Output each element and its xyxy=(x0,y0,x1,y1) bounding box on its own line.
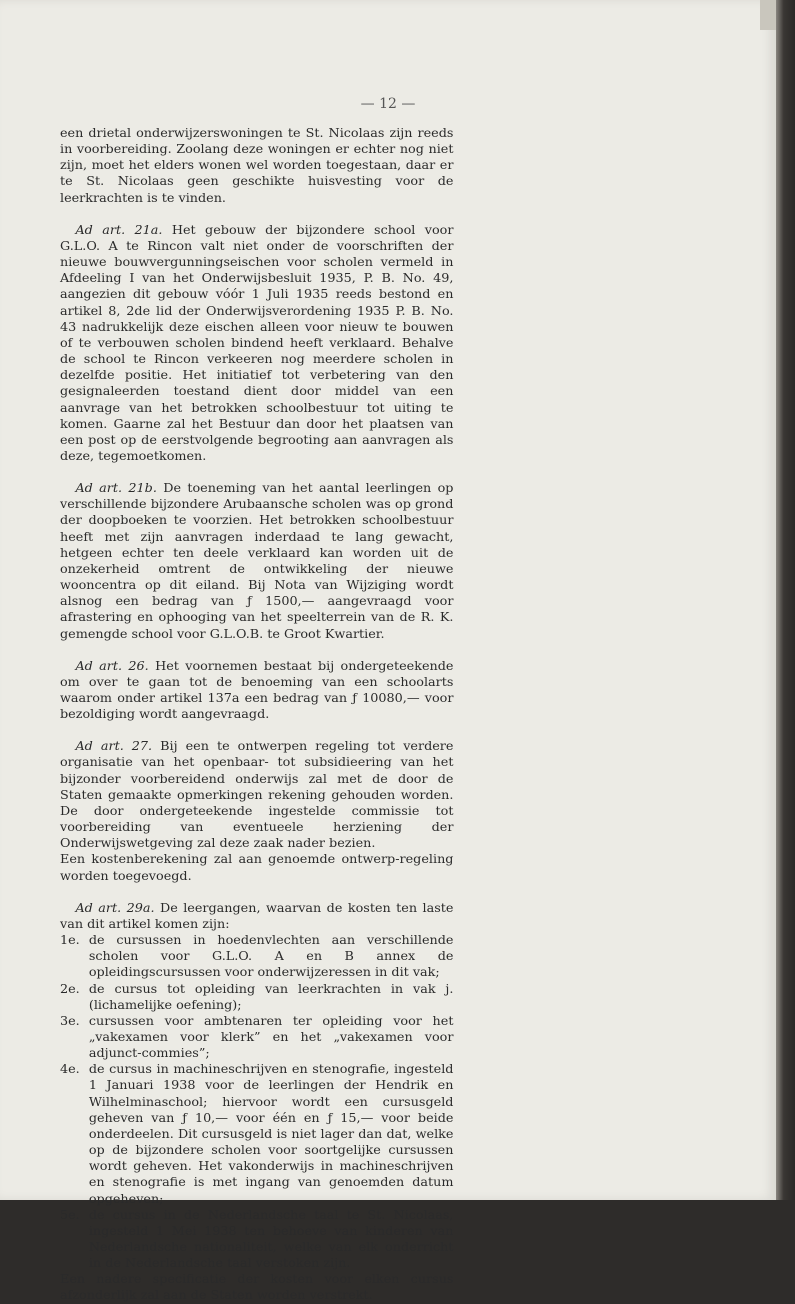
page-edge xyxy=(776,0,795,1200)
item-number: 5e. xyxy=(60,1206,80,1222)
section-label: Ad art. 21b. xyxy=(75,480,157,496)
list-item xyxy=(60,1013,453,1061)
section-text: De toeneming van het aantal leerlingen op verschillende bijzondere Arubaansche scholen was op grond der doopboeken te voorzien. Het betrokken schoolbestuur heeft met zijn aanvragen inderdaad te lang gewacht, hetgeen echter ten deele verklaard kan worden uit de onzekerheid omtrent de ontwikkeling der nieuwe wooncentra op dit eiland. Bij Nota van Wijziging wordt alsnog een bedrag van ƒ 1500,— aangevraagd voor afrastering en ophooging van het speelterrein van de R. K. gemengde school voor G.L.O.B. te Groot Kwartier. xyxy=(60,480,454,641)
section-27-extra: Een kostenberekening zal aan genoemde ontwerp-regeling worden toegevoegd. xyxy=(60,851,454,883)
section-text: De leergangen, waarvan de kosten ten laste van dit artikel komen zijn: xyxy=(60,899,454,931)
section-text: Het gebouw der bijzondere school voor G.L.O. A te Rincon valt niet onder de voorschriften der nieuwe bouwvergunningseischen voor scholen vermeld in Afdeeling I van het Onderwijsbesluit 1935, P. B. No. 49, aangezien dit gebouw vóór 1 Juli 1935 reeds bestond en artikel 8, 2de lid der Onderwijsverordening 1935 P. B. No. 43 nadrukkelijk deze eischen alleen voor nieuw te bouwen of te verbouwen scholen bindend heeft verklaard. Behalve de school te Rincon verkeeren nog meerdere scholen in dezelfde positie. Het initiatief tot verbetering van den gesignaleerden toestand dient door middel van een aanvrage van het betrokken schoolbestuur tot uiting te komen. Gaarne zal het Bestuur dan door het plaatsen van een post op de eerstvolgende begrooting aan aanvragen als deze, tegemoetkomen. xyxy=(60,221,454,463)
section-21b xyxy=(60,480,453,642)
section-label: Ad art. 29a. xyxy=(75,899,155,915)
section-label: Ad art. 26. xyxy=(75,657,149,673)
page-number: — 12 — xyxy=(360,96,416,112)
item-number: 2e. xyxy=(60,980,80,996)
section-text: Het voornemen bestaat bij ondergeteekende om over te gaan tot de benoeming van een schoolarts waarom onder artikel 137a een bedrag van ƒ 10080,— voor bezoldiging wordt aangevraagd. xyxy=(60,657,454,722)
section-21a xyxy=(60,222,453,464)
section-29a xyxy=(60,900,453,932)
list-item xyxy=(60,1207,453,1272)
page-tape xyxy=(760,0,776,30)
course-list xyxy=(60,932,453,1271)
list-item xyxy=(60,932,453,980)
item-number: 4e. xyxy=(60,1061,80,1077)
intro-paragraph: een drietal onderwijzerswoningen te St. Nicolaas zijn reeds in voorbereiding. Zoolang deze woningen er echter nog niet zijn, moet het elders wonen wel worden toegestaan, daar er te St. Nicolaas geen geschikte huisvesting voor de leerkrachten is te vinden. xyxy=(60,125,454,205)
item-text: de cursus in de Nederlandsche taal te St. Nicolaas, ingesteld 1 Mei 1938 ten behoeve van kinderen van Nederlandsche nationaliteit, welke van elk onderricht in de Nederlandsche taal verstoken zijn. xyxy=(88,1206,454,1271)
item-text: de cursus tot opleiding van leerkrachten in vak j. (lichamelijke oefening); xyxy=(88,980,454,1012)
body-text xyxy=(60,125,453,1304)
item-number: 1e. xyxy=(60,932,80,948)
item-number: 3e. xyxy=(60,1012,80,1028)
closing-paragraph: Een nadere specificatie der kosten voor elken cursus afzonderlijk zal aan de Staten worden verstrekt. xyxy=(60,1271,454,1303)
item-text: cursussen voor ambtenaren ter opleiding voor het „vakexamen voor klerk” en het „vakexamen voor adjunct-commies”; xyxy=(88,1012,454,1061)
section-27 xyxy=(60,738,453,851)
list-item xyxy=(60,981,453,1013)
section-label: Ad art. 27. xyxy=(75,738,153,754)
section-26 xyxy=(60,658,453,723)
list-item xyxy=(60,1061,453,1206)
item-text: de cursussen in hoedenvlechten aan verschillende scholen voor G.L.O. A en B annex de opleidingscursussen voor onderwijzeressen in dit vak; xyxy=(88,932,454,980)
item-text: de cursus in machineschrijven en stenografie, ingesteld 1 Januari 1938 voor de leerlingen der Hendrik en Wilhelminaschool; hiervoor wordt een cursusgeld geheven van ƒ 10,— voor één en ƒ 15,— voor beide onderdeelen. Dit cursusgeld is niet lager dan dat, welke op de bijzondere scholen voor soortgelijke cursussen wordt geheven. Het vakonderwijs in machineschrijven en stenografie is met ingang van genoemden datum opgeheven; xyxy=(88,1061,454,1206)
section-text: Bij een te ontwerpen regeling tot verdere organisatie van het openbaar- tot subsidieering van het bijzonder voorbereidend onderwijs zal met de door de Staten gemaakte opmerkingen rekening gehouden worden. De door ondergeteekende ingestelde commissie tot voorbereiding van eventueele herziening der Onderwijswetgeving zal deze zaak nader bezien. xyxy=(60,738,454,851)
section-label: Ad art. 21a. xyxy=(75,221,163,237)
